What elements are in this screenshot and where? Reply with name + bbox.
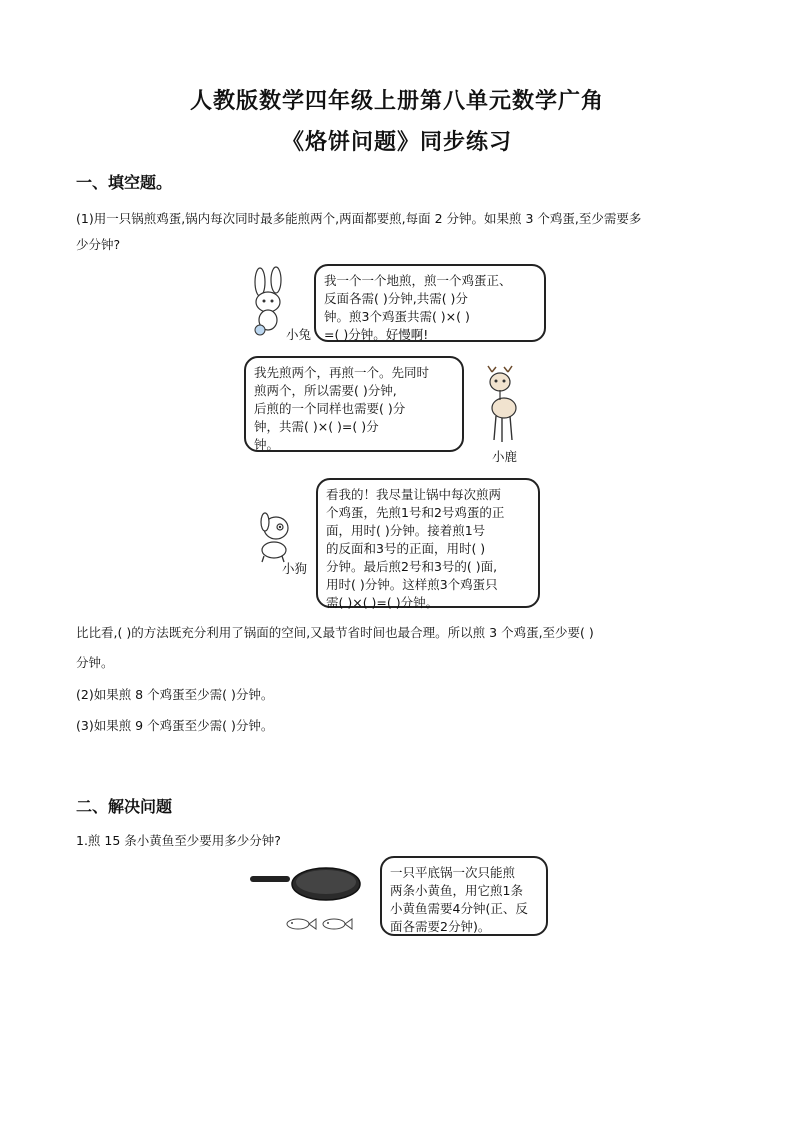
fish-bubble-line: 一只平底锅一次只能煎 xyxy=(390,865,516,880)
pan-fish-illustration xyxy=(248,862,364,940)
deer-icon xyxy=(478,366,526,446)
rabbit-line: 我一个一个地煎，煎一个鸡蛋正、 xyxy=(324,273,512,288)
fish-icon xyxy=(287,919,316,929)
deer-illustration xyxy=(478,366,526,446)
dog-line: 的反面和3号的正面，用时( ) xyxy=(326,541,486,556)
rabbit-line: 反面各需( )分钟,共需( )分 xyxy=(324,291,468,306)
dog-line: 用时( )分钟。这样煎3个鸡蛋只 xyxy=(326,577,498,592)
dog-speech-bubble xyxy=(316,478,540,608)
page-title: 人教版数学四年级上册第八单元数学广角 xyxy=(189,88,604,114)
dog-line: 需( )×( )=( )分钟。 xyxy=(326,595,439,610)
q1-text-line1: (1)用一只锅煎鸡蛋,锅内每次同时最多能煎两个,两面都要煎,每面 2 分钟。如果煎 3 个鸡蛋,至少需要多 xyxy=(76,211,642,226)
deer-line: 钟，共需( )×( )=( )分 xyxy=(254,419,379,434)
rabbit-speech-bubble xyxy=(314,264,546,342)
compare-text-line2: 分钟。 xyxy=(76,655,114,670)
rabbit-line: =( )分钟。好慢啊! xyxy=(324,327,429,342)
section2-heading: 二、解决问题 xyxy=(76,797,173,816)
fish-bubble-line: 两条小黄鱼，用它煎1条 xyxy=(390,883,523,898)
q2-text: (2)如果煎 8 个鸡蛋至少需( )分钟。 xyxy=(76,687,274,702)
rabbit-line: 钟。煎3个鸡蛋共需( )×( ) xyxy=(324,309,470,324)
dog-name: 小狗 xyxy=(282,561,308,576)
dog-line: 看我的！我尽量让锅中每次煎两 xyxy=(326,487,502,502)
frying-pan-icon xyxy=(248,862,364,940)
dog-line: 分钟。最后煎2号和3号的( )面, xyxy=(326,559,498,574)
s2-q1-text: 1.煎 15 条小黄鱼至少要用多少分钟? xyxy=(76,833,281,848)
fish-icon xyxy=(323,919,352,929)
page-subtitle: 《烙饼问题》同步练习 xyxy=(281,129,512,155)
deer-name: 小鹿 xyxy=(492,449,518,464)
q1-text-line2: 少分钟? xyxy=(76,237,121,252)
dog-illustration xyxy=(252,512,296,562)
fish-speech-bubble xyxy=(380,856,548,936)
deer-line: 后煎的一个同样也需要( )分 xyxy=(254,401,406,416)
dog-line: 个鸡蛋，先煎1号和2号鸡蛋的正 xyxy=(326,505,505,520)
deer-speech-bubble xyxy=(244,356,464,452)
dog-icon xyxy=(252,512,296,562)
rabbit-name: 小兔 xyxy=(286,327,312,342)
deer-line: 我先煎两个，再煎一个。先同时 xyxy=(254,365,430,380)
fish-bubble-line: 面各需要2分钟)。 xyxy=(390,919,491,934)
fish-bubble-line: 小黄鱼需要4分钟(正、反 xyxy=(390,901,528,916)
q3-text: (3)如果煎 9 个鸡蛋至少需( )分钟。 xyxy=(76,718,274,733)
dog-line: 面，用时( )分钟。接着煎1号 xyxy=(326,523,486,538)
compare-text-line1: 比比看,( )的方法既充分利用了锅面的空间,又最节省时间也最合理。所以煎 3 个鸡蛋,至少要( ) xyxy=(76,625,594,640)
deer-line: 钟。 xyxy=(254,437,280,452)
section1-heading: 一、填空题。 xyxy=(76,173,173,192)
deer-line: 煎两个，所以需要( )分钟, xyxy=(254,383,397,398)
